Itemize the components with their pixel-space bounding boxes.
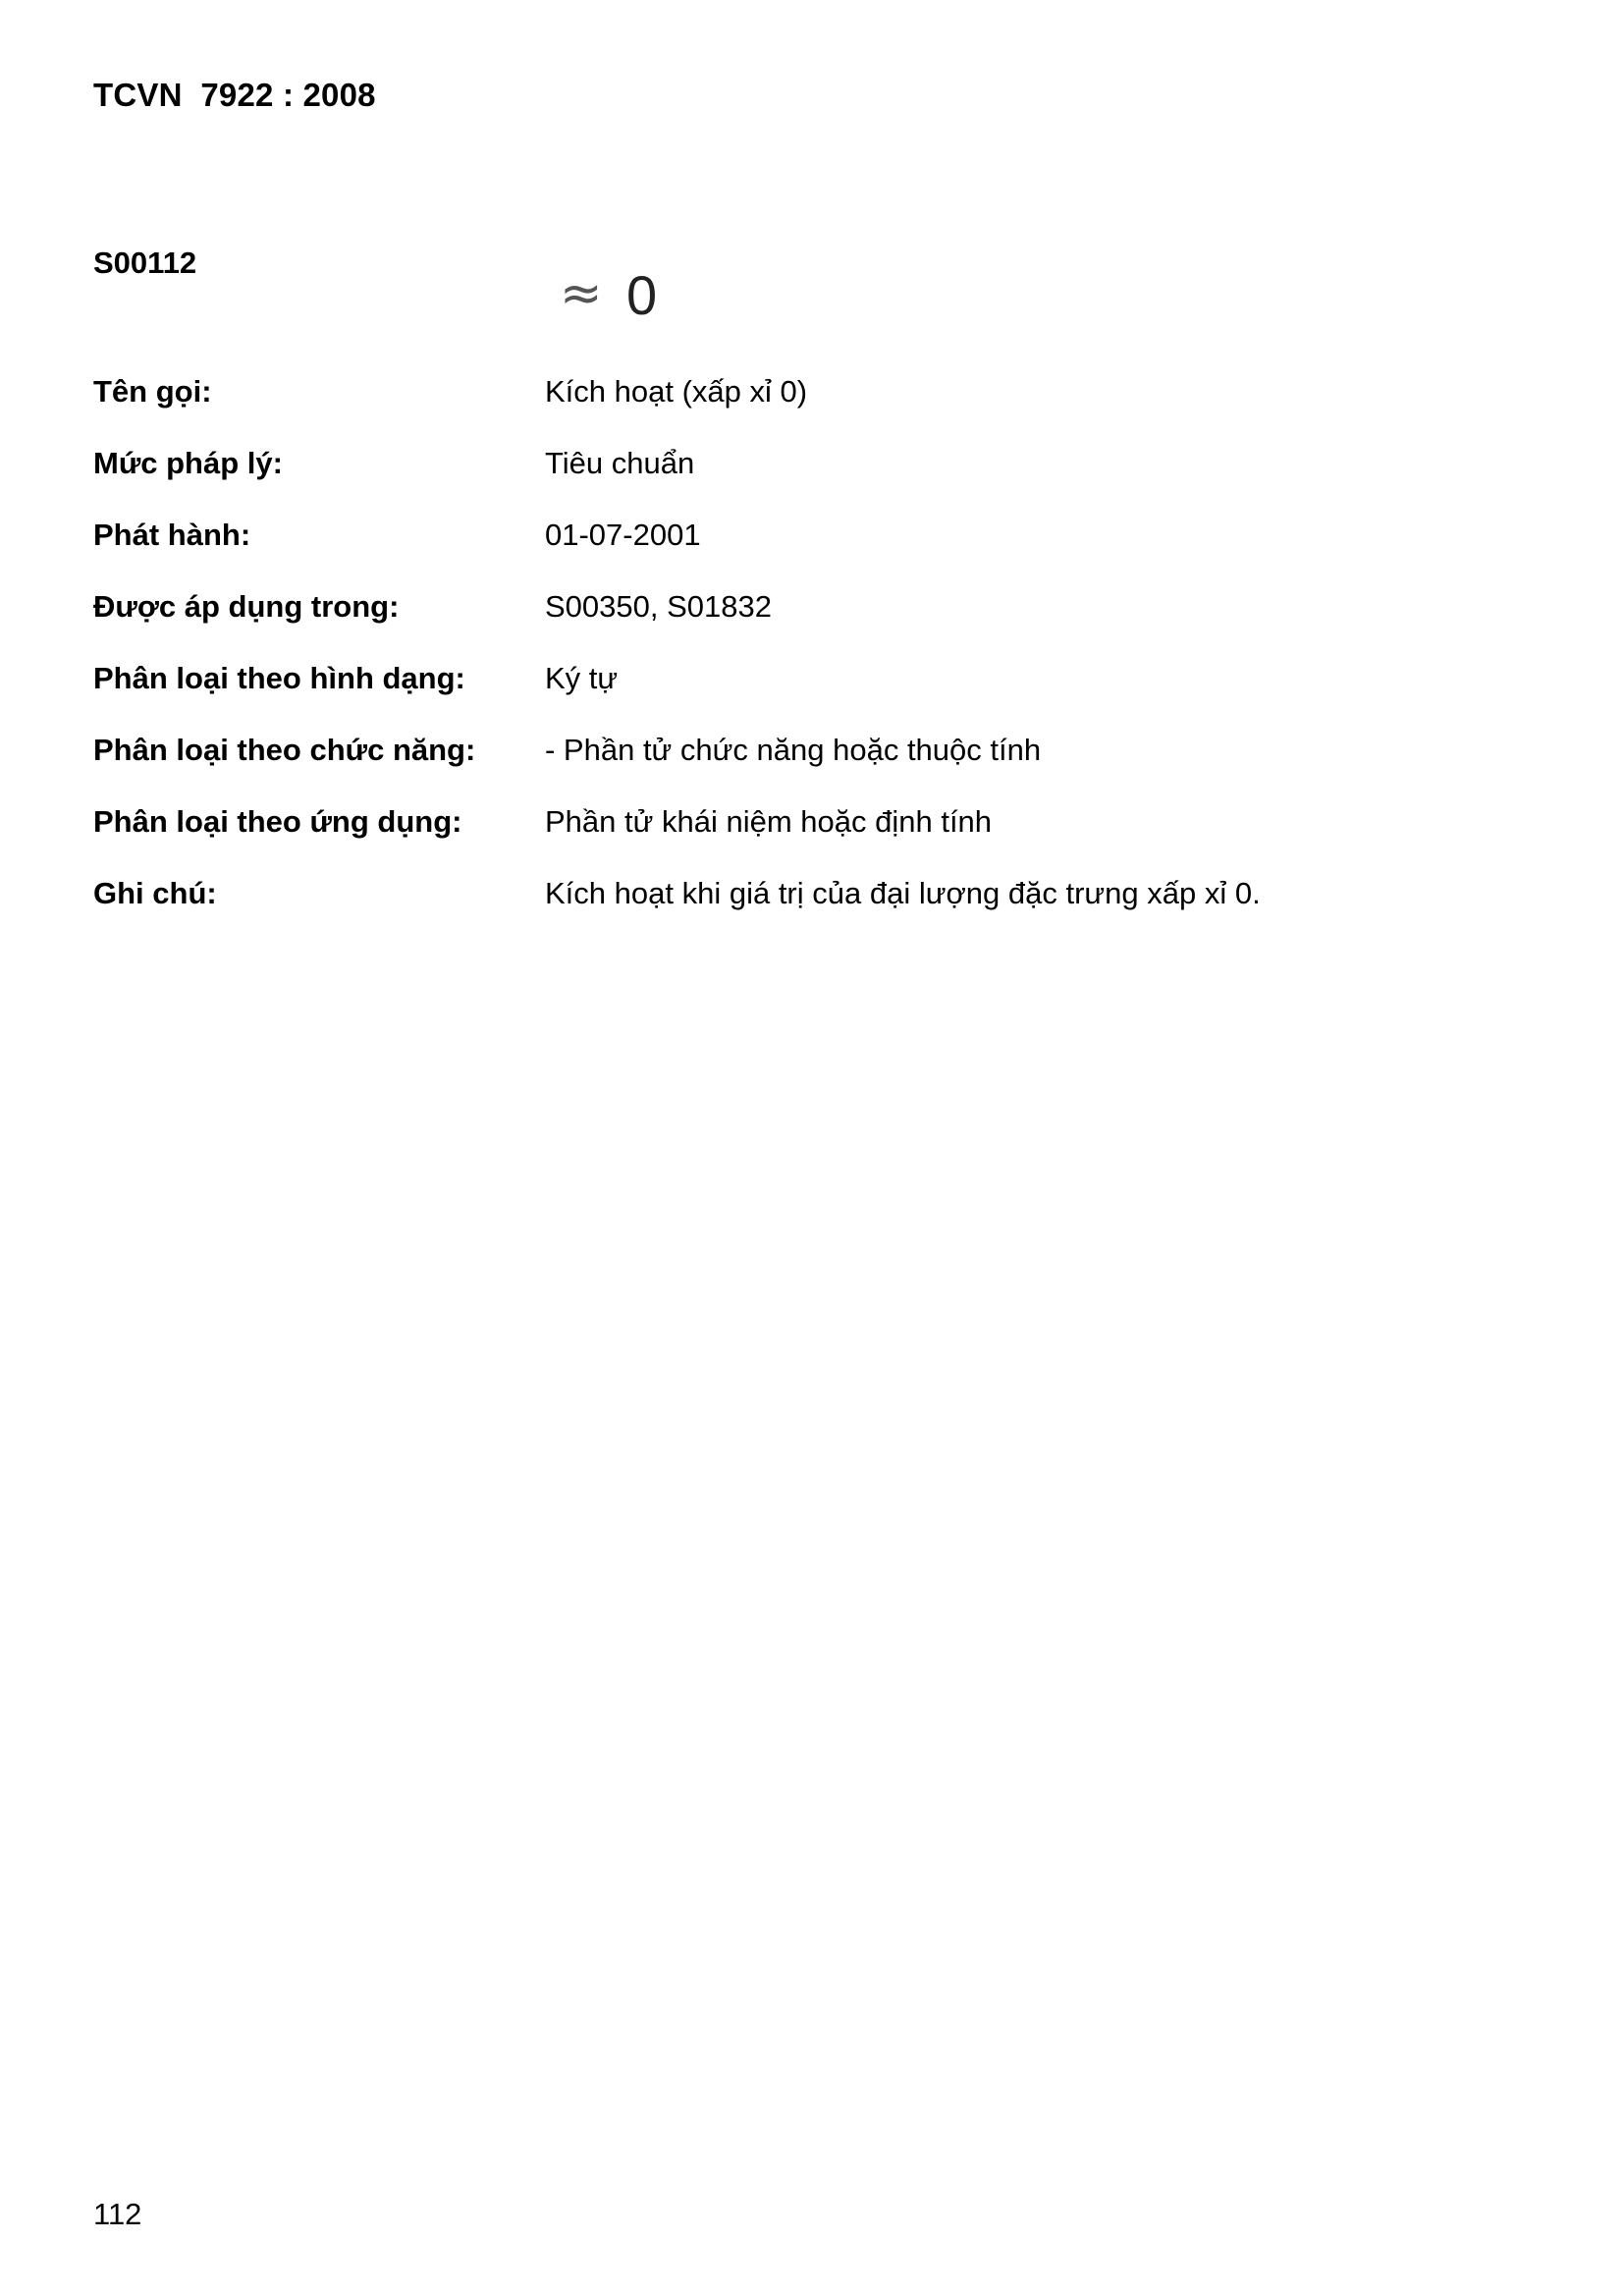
field-row-ghi-chu <box>93 876 1507 925</box>
field-value: - Phần tử chức năng hoặc thuộc tính <box>545 733 1042 767</box>
field-row-phat-hanh <box>93 518 1507 567</box>
field-row-phan-loai-hinh-dang <box>93 661 1507 710</box>
approximately-zero-symbol-icon <box>560 255 668 329</box>
field-value: Ký tự <box>545 661 619 695</box>
field-label: Được áp dụng trong: <box>93 589 400 624</box>
page-number: 112 <box>93 2197 142 2231</box>
field-value: Phần tử khái niệm hoặc định tính <box>545 804 993 839</box>
approx-glyph: ≈ <box>560 264 603 323</box>
field-value: 01-07-2001 <box>545 518 701 552</box>
field-row-muc-phap-ly <box>93 446 1507 495</box>
field-label: Phát hành: <box>93 518 251 552</box>
zero-glyph: 0 <box>626 264 658 326</box>
field-row-phan-loai-chuc-nang <box>93 733 1507 782</box>
field-row-phan-loai-ung-dung <box>93 804 1507 853</box>
field-label: Phân loại theo hình dạng: <box>93 661 465 695</box>
field-value: Kích hoạt (xấp xỉ 0) <box>545 374 808 409</box>
field-label: Phân loại theo ứng dụng: <box>93 804 462 839</box>
field-value: S00350, S01832 <box>545 589 772 624</box>
field-label: Phân loại theo chức năng: <box>93 733 476 767</box>
field-value: Tiêu chuẩn <box>545 446 695 480</box>
standard-header: TCVN 7922 : 2008 <box>93 77 376 113</box>
field-label: Tên gọi: <box>93 374 212 409</box>
symbol-code: S00112 <box>93 246 197 280</box>
field-value: Kích hoạt khi giá trị của đại lượng đặc trưng xấp xỉ 0. <box>545 876 1261 910</box>
field-row-duoc-ap-dung <box>93 589 1507 638</box>
field-label: Ghi chú: <box>93 876 217 910</box>
field-row-ten-goi <box>93 374 1507 423</box>
field-label: Mức pháp lý: <box>93 446 283 480</box>
